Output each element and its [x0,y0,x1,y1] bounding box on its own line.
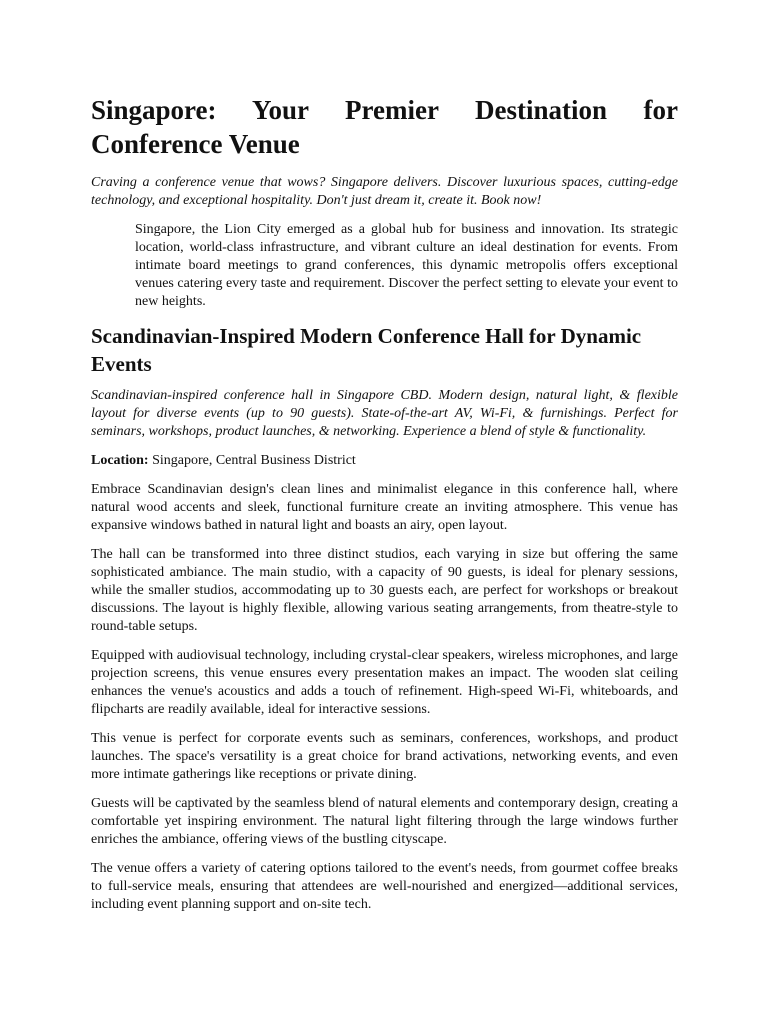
body-paragraph: Guests will be captivated by the seamless blend of natural elements and contemporary design, creating a comfortable yet inspiring environment. The natural light filtering through the large windows further enriches the ambiance, offering views of the bustling cityscape. [91,796,678,847]
body-paragraph: This venue is perfect for corporate events such as seminars, conferences, workshops, and product launches. The space's versatility is a great choice for brand activations, networking events, and even more intimate gatherings like receptions or private dining. [91,731,678,782]
section-summary: Scandinavian-inspired conference hall in Singapore CBD. Modern design, natural light, & flexible layout for diverse events (up to 90 guests). State-of-the-art AV, Wi-Fi, & furnishings. Perfect for seminars, workshops, product launches, & networking. Experience a blend of style & functionality. [91,388,678,439]
body-paragraph: The venue offers a variety of catering options tailored to the event's needs, from gourmet coffee breaks to full-service meals, ensuring that attendees are well-nourished and energized—additional services, including event planning support and on-site tech. [91,861,678,912]
body-paragraph: Embrace Scandinavian design's clean lines and minimalist elegance in this conference hall, where natural wood accents and sleek, functional furniture create an inviting atmosphere. This venue has expansive windows bathed in natural light and boasts an airy, open layout. [91,482,678,533]
location-line [91,452,678,470]
document-title: Singapore: Your Premier Destination for Conference Venue [91,95,678,159]
body-paragraph: Equipped with audiovisual technology, including crystal-clear speakers, wireless microphones, and large projection screens, this venue ensures every presentation makes an impact. The wooden slat ceiling enhances the venue's acoustics and adds a touch of refinement. High-speed Wi-Fi, whiteboards, and flipcharts are readily available, ideal for interactive sessions. [91,648,678,717]
location-value: Singapore, Central Business District [148,453,356,468]
location-label: Location: [91,453,149,468]
body-paragraph: The hall can be transformed into three distinct studios, each varying in size but offering the same sophisticated ambiance. The main studio, with a capacity of 90 guests, is ideal for plenary sessions, while the smaller studios, accommodating up to 30 guests each, are perfect for workshops or breakout discussions. The layout is highly flexible, allowing various seating arrangements, from theatre-style to round-table setups. [91,547,678,634]
intro-text: Craving a conference venue that wows? Singapore delivers. Discover luxurious spaces, cutting-edge technology, and exceptional hospitality. Don't just dream it, create it. Book now! [91,175,678,208]
lead-paragraph: Singapore, the Lion City emerged as a global hub for business and innovation. Its strategic location, world-class infrastructure, and vibrant culture an ideal destination for events. From intimate board meetings to grand conferences, this dynamic metropolis offers exceptional venues catering every taste and requirement. Discover the perfect setting to elevate your event to new heights. [135,222,678,309]
section-title: Scandinavian-Inspired Modern Conference Hall for Dynamic Events [91,324,642,376]
